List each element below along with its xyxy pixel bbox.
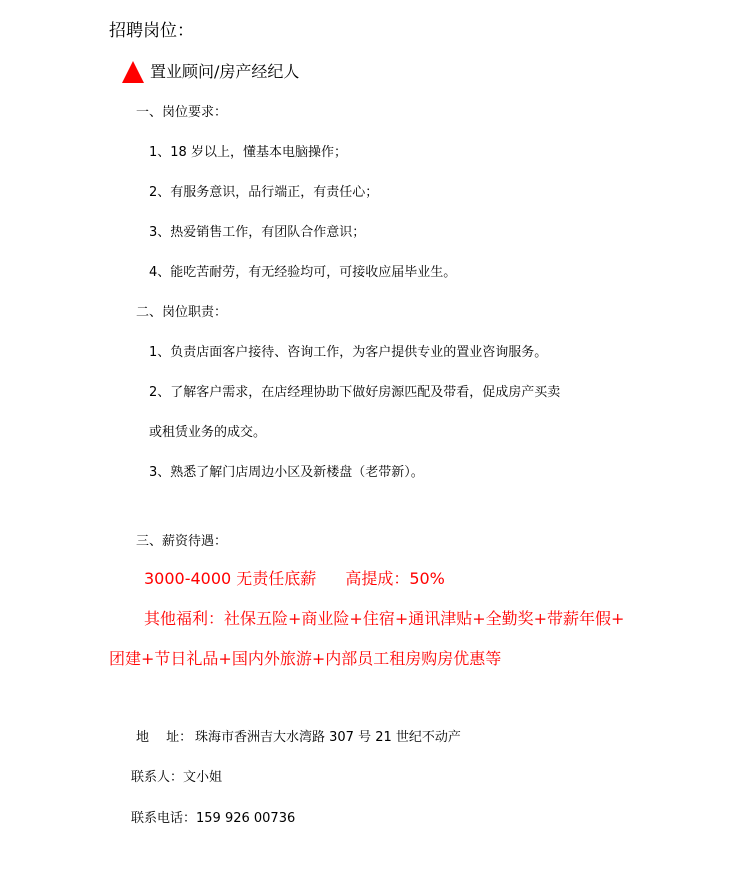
base-salary: 3000-4000 无责任底薪: [144, 569, 317, 588]
benefits-line: 团建+节日礼品+国内外旅游+内部员工租房购房优惠等: [109, 649, 502, 668]
red-triangle-icon: [122, 61, 144, 83]
salary-heading: 三、薪资待遇：: [136, 534, 228, 549]
duty-item-continued: 或租赁业务的成交。: [149, 425, 267, 440]
duty-item: 2、了解客户需求，在店经理协助下做好房源匹配及带看，促成房产买卖: [149, 385, 561, 400]
position-heading: [122, 61, 299, 83]
benefits-line: 其他福利：社保五险+商业险+住宿+通讯津贴+全勤奖+带薪年假+: [144, 609, 625, 628]
duties-heading: 二、岗位职责：: [136, 305, 228, 320]
duty-item: 3、熟悉了解门店周边小区及新楼盘（老带新）。: [149, 465, 424, 480]
salary-line: [144, 571, 445, 587]
address-value: 珠海市香洲吉大水湾路 307 号 21 世纪不动产: [195, 730, 461, 745]
requirement-item: 3、热爱销售工作，有团队合作意识；: [149, 225, 366, 240]
requirement-item: 2、有服务意识，品行端正，有责任心；: [149, 185, 379, 200]
address-label: 地 址：: [136, 730, 193, 745]
page-title: 招聘岗位：: [109, 21, 194, 41]
requirements-heading: 一、岗位要求：: [136, 105, 228, 120]
requirement-item: 1、18 岁以上，懂基本电脑操作；: [149, 145, 347, 160]
contact-phone: 联系电话：159 926 00736: [131, 811, 296, 826]
position-name: 置业顾问/房产经纪人: [150, 62, 300, 81]
duty-item: 1、负责店面客户接待、咨询工作，为客户提供专业的置业咨询服务。: [149, 345, 548, 360]
requirement-item: 4、能吃苦耐劳，有无经验均可，可接收应届毕业生。: [149, 265, 457, 280]
contact-person: 联系人：文小姐: [131, 770, 223, 785]
commission: 高提成：50%: [345, 569, 445, 588]
